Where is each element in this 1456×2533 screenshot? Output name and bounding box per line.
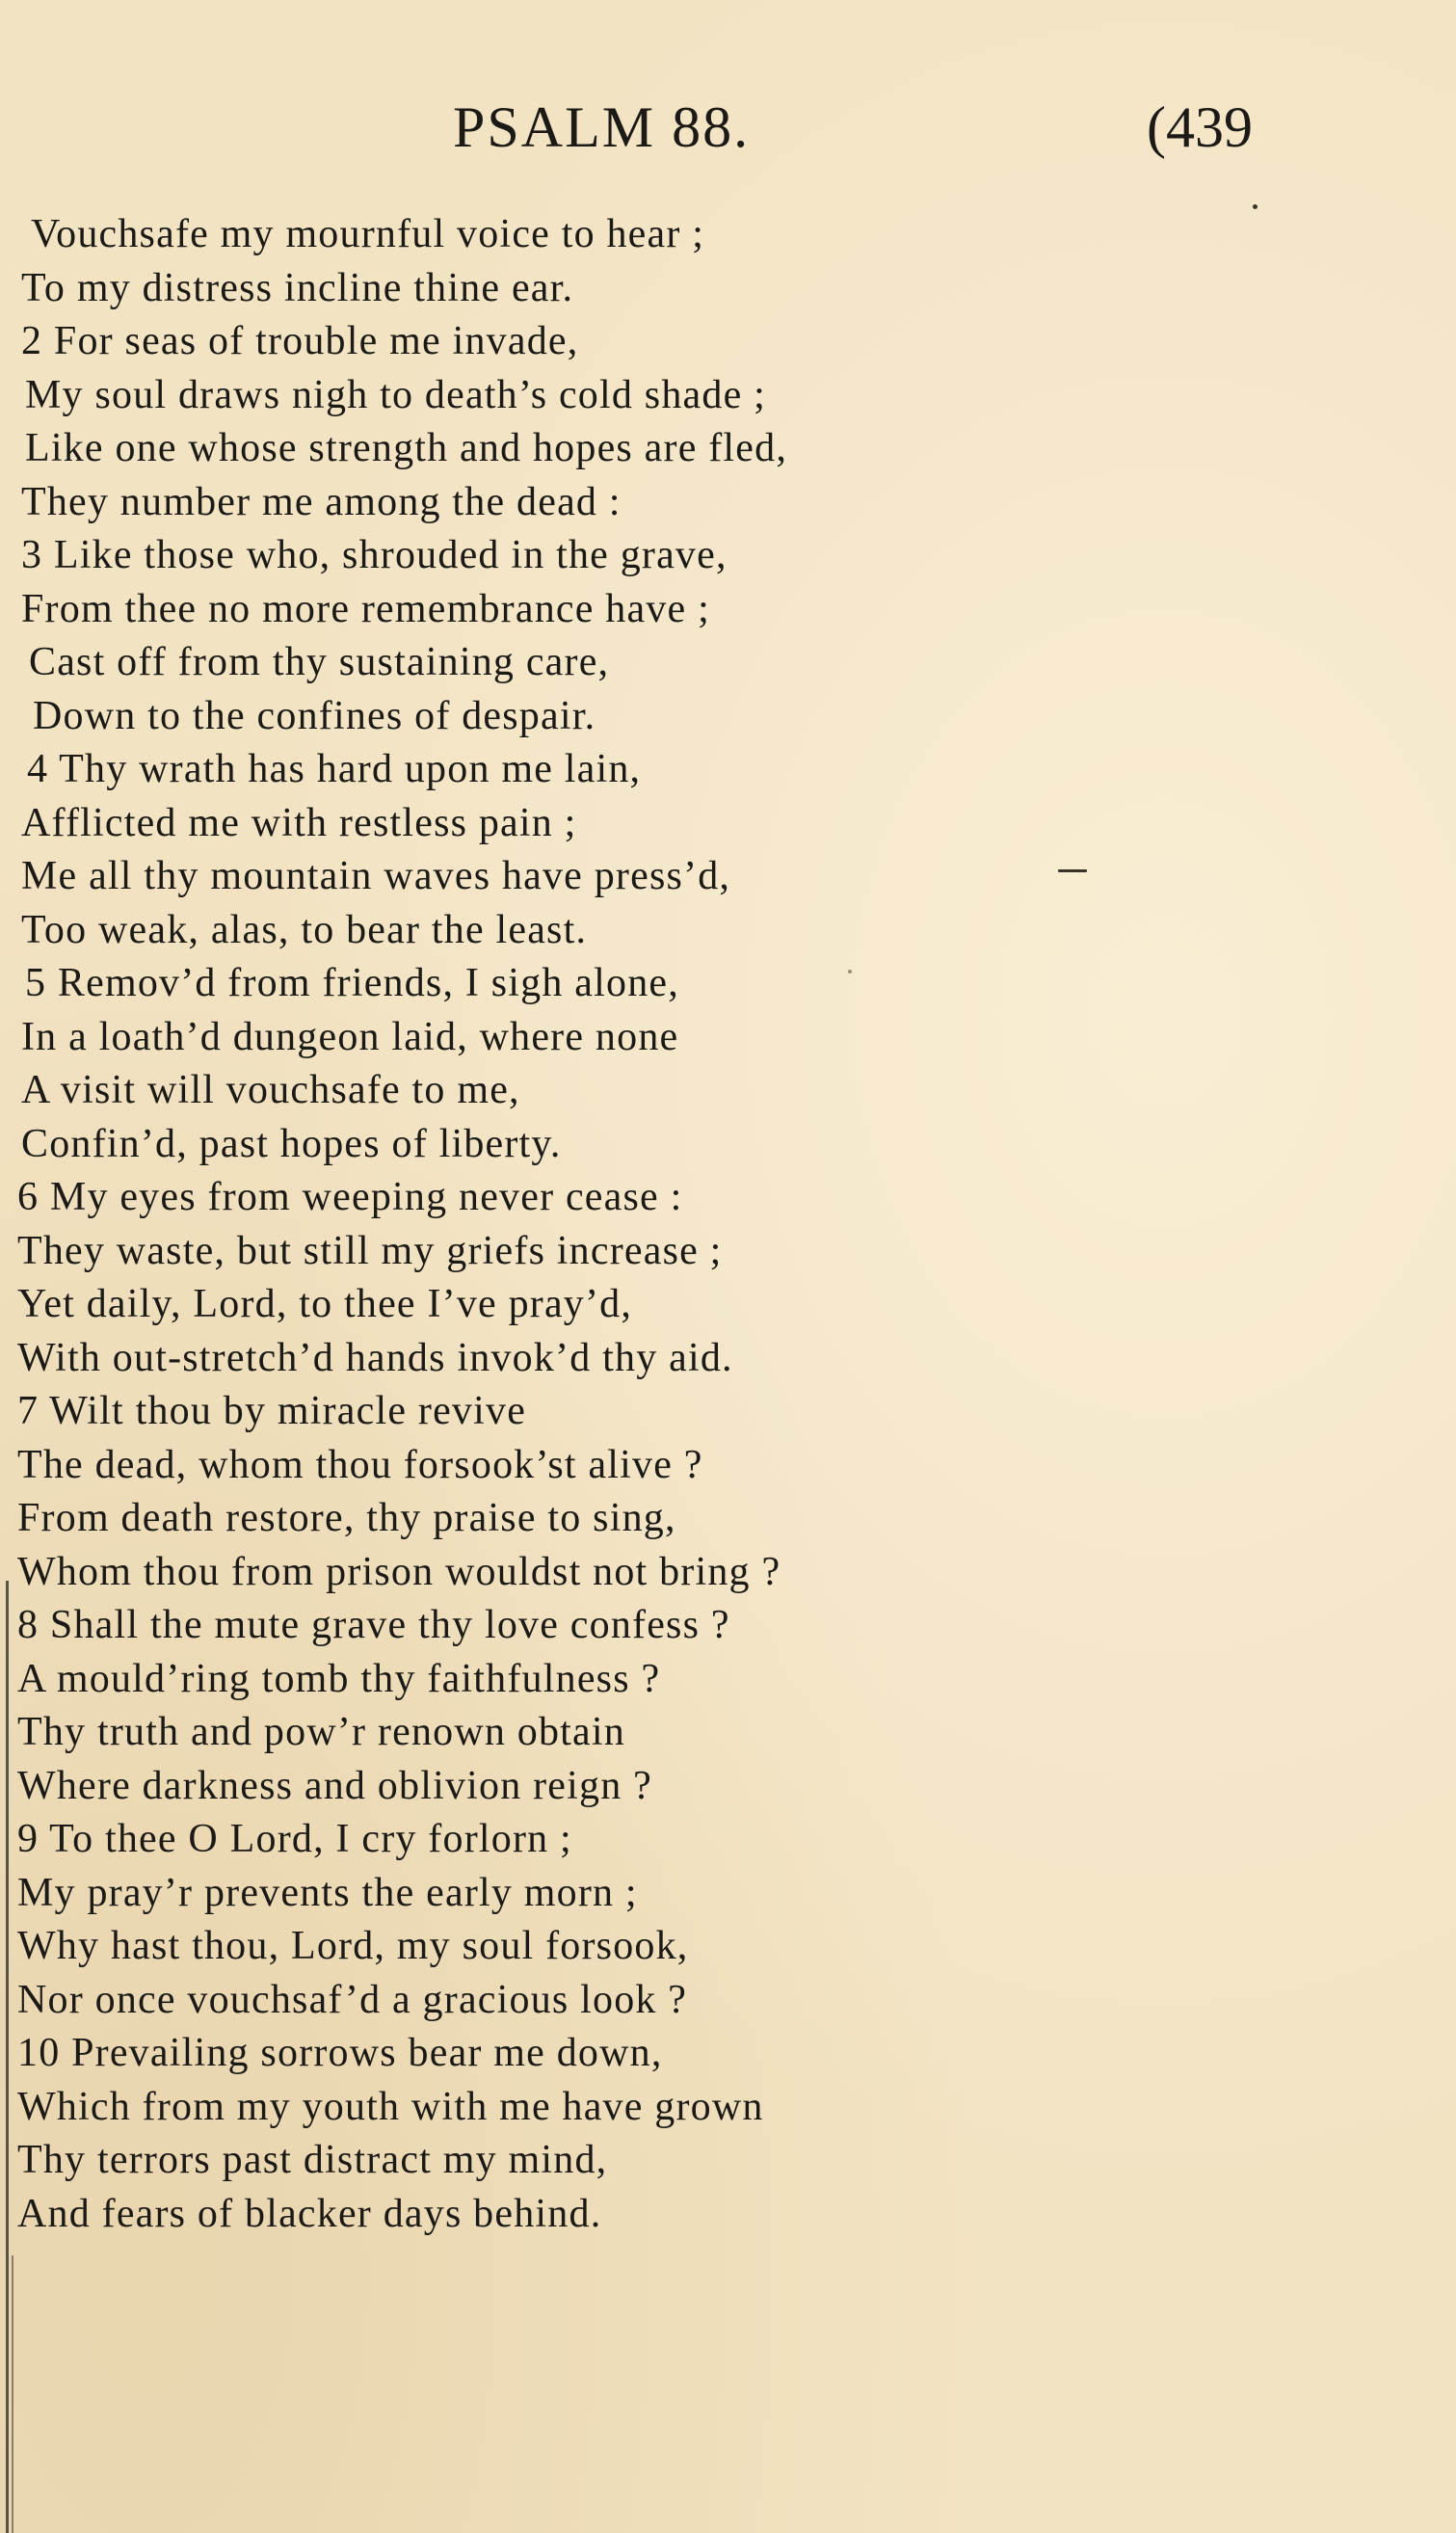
verse-line: A mould’ring tomb thy faithfulness ? (17, 1656, 661, 1701)
verse-line: Like one whose strength and hopes are fled, (25, 426, 788, 470)
verse-line: They number me among the dead : (21, 479, 622, 524)
verse-line: My soul draws nigh to death’s cold shade ; (25, 372, 766, 417)
verse-line: Which from my youth with me have grown (17, 2084, 764, 2129)
verse-line: 7 Wilt thou by miracle revive (17, 1389, 527, 1433)
psalm-text (17, 208, 787, 2241)
verse-line: In a loath’d dungeon laid, where none (21, 1014, 679, 1059)
gutter-edge-line (12, 2255, 13, 2533)
verse-line: 3 Like those who, shrouded in the grave, (21, 533, 728, 577)
page-title: PSALM 88. (453, 95, 751, 159)
verse-line: 6 My eyes from weeping never cease : (17, 1175, 683, 1219)
verse-line: They waste, but still my griefs increase ; (17, 1228, 723, 1273)
verse-line: Thy truth and pow’r renown obtain (17, 1710, 625, 1754)
verse-line: A visit will vouchsafe to me, (21, 1068, 520, 1112)
verse-line: 10 Prevailing sorrows bear me down, (17, 2031, 663, 2075)
verse-line: Confin’d, past hopes of liberty. (21, 1121, 562, 1166)
verse-line: Afflicted me with restless pain ; (21, 800, 577, 845)
verse-line: Why hast thou, Lord, my soul forsook, (17, 1924, 689, 1968)
verse-line: From death restore, thy praise to sing, (17, 1496, 676, 1540)
verse-line: 9 To thee O Lord, I cry forlorn ; (17, 1817, 572, 1861)
ink-speck (848, 970, 852, 973)
verse-line: Too weak, alas, to bear the least. (21, 907, 588, 952)
verse-line: My pray’r prevents the early morn ; (17, 1870, 638, 1915)
verse-line: From thee no more remembrance have ; (21, 586, 710, 631)
verse-line: Vouchsafe my mournful voice to hear ; (31, 212, 705, 256)
gutter-edge-line (6, 1581, 9, 2533)
page-header (0, 89, 1456, 166)
verse-line: Cast off from thy sustaining care, (29, 640, 610, 684)
verse-line: Me all thy mountain waves have press’d, (21, 854, 731, 898)
verse-line: Whom thou from prison wouldst not bring ? (17, 1549, 781, 1594)
verse-line: And fears of blacker days behind. (17, 2191, 602, 2236)
page-number: (439 (1147, 95, 1253, 159)
verse-line: Thy terrors past distract my mind, (17, 2138, 608, 2182)
verse-line: Yet daily, Lord, to thee I’ve pray’d, (17, 1282, 633, 1326)
verse-line: 8 Shall the mute grave thy love confess ? (17, 1603, 730, 1647)
ink-speck (1058, 869, 1087, 872)
verse-line: 4 Thy wrath has hard upon me lain, (27, 747, 642, 791)
verse-line: 2 For seas of trouble me invade, (21, 319, 579, 363)
verse-line: Down to the confines of despair. (33, 693, 596, 738)
verse-line: 5 Remov’d from friends, I sigh alone, (25, 961, 679, 1005)
verse-line: Where darkness and oblivion reign ? (17, 1763, 652, 1808)
ink-speck (1253, 204, 1257, 209)
verse-line: With out-stretch’d hands invok’d thy aid. (17, 1335, 733, 1380)
verse-line: The dead, whom thou forsook’st alive ? (17, 1442, 703, 1487)
verse-line: To my distress incline thine ear. (21, 265, 574, 310)
verse-line: Nor once vouchsaf’d a gracious look ? (17, 1977, 688, 2022)
